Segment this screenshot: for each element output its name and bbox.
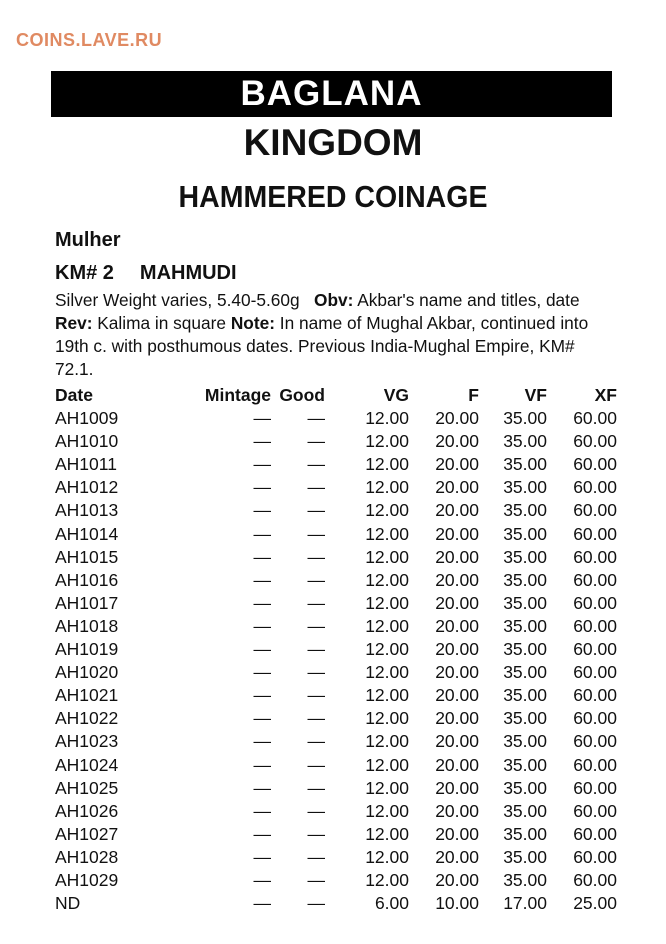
table-row (55, 430, 617, 453)
cell-good: — (307, 800, 325, 821)
cell-vg: 12.00 (365, 777, 409, 798)
cell-vf: 35.00 (503, 708, 547, 729)
cell-vf: 35.00 (503, 639, 547, 660)
cell-vf: 35.00 (503, 546, 547, 567)
cell-date: AH1016 (55, 569, 119, 590)
cell-vg: 12.00 (365, 823, 409, 844)
cell-mintage: — (253, 454, 271, 475)
cell-mintage: — (253, 846, 271, 867)
cell-mintage: — (253, 546, 271, 567)
cell-vg: 12.00 (365, 731, 409, 752)
cell-xf: 60.00 (573, 846, 617, 867)
table-row (55, 777, 617, 800)
cell-good: — (307, 615, 325, 636)
cell-date: AH1012 (55, 477, 119, 498)
table-row (55, 523, 617, 546)
cell-mintage: — (253, 869, 271, 890)
header-xf: XF (594, 385, 617, 405)
cell-vg: 12.00 (365, 615, 409, 636)
cell-xf: 60.00 (573, 869, 617, 890)
cell-vf: 35.00 (503, 431, 547, 452)
cell-vf: 35.00 (503, 754, 547, 775)
cell-f: 20.00 (435, 569, 479, 590)
cell-vg: 6.00 (374, 893, 409, 914)
cell-vf: 35.00 (503, 615, 547, 636)
country-banner: BAGLANA (51, 71, 612, 117)
cell-xf: 60.00 (573, 523, 617, 544)
cell-good: — (307, 893, 325, 914)
table-row (55, 661, 617, 684)
table-header-row (55, 384, 617, 407)
table-row (55, 592, 617, 615)
cell-vg: 12.00 (365, 546, 409, 567)
km-number: KM# 2 (55, 262, 114, 284)
rev-text: Kalima in square (97, 313, 226, 333)
cell-good: — (307, 846, 325, 867)
cell-vf: 35.00 (503, 777, 547, 798)
cell-date: AH1021 (55, 685, 119, 706)
cell-good: — (307, 662, 325, 683)
cell-mintage: — (253, 569, 271, 590)
cell-date: AH1020 (55, 662, 119, 683)
rev-label: Rev: (55, 313, 93, 333)
cell-vg: 12.00 (365, 454, 409, 475)
cell-good: — (307, 685, 325, 706)
cell-vg: 12.00 (365, 662, 409, 683)
cell-mintage: — (253, 708, 271, 729)
cell-date: AH1017 (55, 592, 119, 613)
cell-xf: 60.00 (573, 800, 617, 821)
cell-f: 20.00 (435, 708, 479, 729)
cell-vf: 35.00 (503, 569, 547, 590)
obv-text: Akbar's name and titles, date (357, 290, 580, 310)
cell-good: — (307, 569, 325, 590)
cell-good: — (307, 708, 325, 729)
obv-label: Obv: (314, 290, 354, 310)
cell-good: — (307, 592, 325, 613)
cell-vg: 12.00 (365, 754, 409, 775)
header-date: Date (55, 385, 93, 405)
cell-mintage: — (253, 754, 271, 775)
cell-xf: 60.00 (573, 408, 617, 429)
cell-good: — (307, 777, 325, 798)
cell-vg: 12.00 (365, 569, 409, 590)
cell-mintage: — (253, 615, 271, 636)
cell-date: ND (55, 893, 81, 914)
cell-mintage: — (253, 500, 271, 521)
cell-f: 20.00 (435, 523, 479, 544)
cell-mintage: — (253, 523, 271, 544)
cell-vf: 35.00 (503, 500, 547, 521)
cell-f: 20.00 (435, 754, 479, 775)
table-row (55, 684, 617, 707)
header-f: F (468, 385, 479, 405)
table-row (55, 499, 617, 522)
cell-xf: 60.00 (573, 754, 617, 775)
cell-xf: 60.00 (573, 477, 617, 498)
cell-vg: 12.00 (365, 800, 409, 821)
table-row (55, 800, 617, 823)
cell-f: 20.00 (435, 408, 479, 429)
cell-xf: 60.00 (573, 500, 617, 521)
table-row (55, 615, 617, 638)
cell-mintage: — (253, 477, 271, 498)
cell-date: AH1027 (55, 823, 119, 844)
cell-f: 20.00 (435, 431, 479, 452)
cell-vf: 35.00 (503, 477, 547, 498)
cell-f: 20.00 (435, 477, 479, 498)
header-mintage: Mintage (204, 385, 271, 405)
cell-xf: 60.00 (573, 823, 617, 844)
cell-f: 20.00 (435, 846, 479, 867)
cell-f: 20.00 (435, 662, 479, 683)
cell-xf: 60.00 (573, 708, 617, 729)
header-good: Good (279, 385, 325, 405)
cell-f: 20.00 (435, 800, 479, 821)
cell-vf: 35.00 (503, 731, 547, 752)
coin-description (55, 289, 615, 381)
coinage-heading: HAMMERED COINAGE (178, 179, 488, 214)
note-label: Note: (230, 313, 275, 333)
cell-f: 20.00 (435, 869, 479, 890)
header-vg: VG (383, 385, 409, 405)
cell-f: 20.00 (435, 685, 479, 706)
cell-f: 10.00 (435, 893, 479, 914)
cell-good: — (307, 546, 325, 567)
cell-xf: 60.00 (573, 662, 617, 683)
cell-vg: 12.00 (365, 500, 409, 521)
cell-good: — (307, 869, 325, 890)
table-row (55, 892, 617, 915)
cell-good: — (307, 523, 325, 544)
cell-xf: 60.00 (573, 731, 617, 752)
cell-f: 20.00 (435, 454, 479, 475)
price-table (55, 384, 617, 915)
cell-date: AH1011 (55, 454, 117, 475)
cell-vg: 12.00 (365, 431, 409, 452)
cell-mintage: — (253, 408, 271, 429)
kingdom-heading: KINGDOM (243, 122, 423, 163)
table-row (55, 707, 617, 730)
cell-mintage: — (253, 823, 271, 844)
note-text: In name of Mughal Akbar, continued into 19th c. with posthumous dates. Previous India-Mughal Empire, KM# 72.1. (55, 313, 589, 379)
cell-mintage: — (253, 685, 271, 706)
cell-vg: 12.00 (365, 523, 409, 544)
header-vf: VF (524, 385, 547, 405)
cell-date: AH1022 (55, 708, 119, 729)
cell-vf: 17.00 (503, 893, 547, 914)
cell-mintage: — (253, 731, 271, 752)
table-row (55, 407, 617, 430)
cell-vf: 35.00 (503, 454, 547, 475)
cell-vg: 12.00 (365, 846, 409, 867)
cell-vf: 35.00 (503, 408, 547, 429)
cell-date: AH1024 (55, 754, 119, 775)
cell-f: 20.00 (435, 639, 479, 660)
weight-text: Silver Weight varies, 5.40-5.60g (55, 290, 300, 310)
cell-f: 20.00 (435, 592, 479, 613)
cell-xf: 60.00 (573, 569, 617, 590)
cell-vg: 12.00 (365, 592, 409, 613)
cell-xf: 60.00 (573, 685, 617, 706)
cell-xf: 60.00 (573, 431, 617, 452)
cell-vf: 35.00 (503, 592, 547, 613)
cell-mintage: — (253, 893, 271, 914)
cell-vg: 12.00 (365, 708, 409, 729)
cell-date: AH1014 (55, 523, 119, 544)
cell-good: — (307, 431, 325, 452)
cell-date: AH1013 (55, 500, 119, 521)
cell-good: — (307, 477, 325, 498)
cell-vf: 35.00 (503, 869, 547, 890)
cell-good: — (307, 731, 325, 752)
cell-date: AH1010 (55, 431, 119, 452)
cell-vf: 35.00 (503, 823, 547, 844)
table-row (55, 476, 617, 499)
table-row (55, 846, 617, 869)
cell-mintage: — (253, 431, 271, 452)
cell-xf: 60.00 (573, 639, 617, 660)
table-row (55, 823, 617, 846)
cell-date: AH1026 (55, 800, 119, 821)
cell-mintage: — (253, 639, 271, 660)
cell-vg: 12.00 (365, 869, 409, 890)
cell-xf: 60.00 (573, 777, 617, 798)
cell-date: AH1009 (55, 408, 119, 429)
cell-vg: 12.00 (365, 685, 409, 706)
cell-vf: 35.00 (503, 662, 547, 683)
table-row (55, 546, 617, 569)
cell-date: AH1023 (55, 731, 119, 752)
cell-vf: 35.00 (503, 685, 547, 706)
coin-denomination: MAHMUDI (139, 262, 237, 284)
table-row (55, 754, 617, 777)
cell-good: — (307, 500, 325, 521)
cell-vf: 35.00 (503, 846, 547, 867)
table-row (55, 869, 617, 892)
cell-vf: 35.00 (503, 523, 547, 544)
cell-f: 20.00 (435, 546, 479, 567)
cell-f: 20.00 (435, 731, 479, 752)
cell-good: — (307, 454, 325, 475)
table-row (55, 453, 617, 476)
cell-f: 20.00 (435, 823, 479, 844)
cell-vg: 12.00 (365, 639, 409, 660)
cell-xf: 60.00 (573, 615, 617, 636)
cell-mintage: — (253, 662, 271, 683)
cell-f: 20.00 (435, 500, 479, 521)
cell-date: AH1019 (55, 639, 119, 660)
cell-mintage: — (253, 800, 271, 821)
cell-good: — (307, 639, 325, 660)
cell-xf: 60.00 (573, 454, 617, 475)
watermark: COINS.LAVE.RU (16, 30, 163, 50)
cell-good: — (307, 408, 325, 429)
cell-f: 20.00 (435, 777, 479, 798)
cell-vg: 12.00 (365, 477, 409, 498)
cell-good: — (307, 823, 325, 844)
cell-f: 20.00 (435, 615, 479, 636)
cell-xf: 60.00 (573, 546, 617, 567)
cell-date: AH1025 (55, 777, 119, 798)
table-row (55, 569, 617, 592)
cell-date: AH1029 (55, 869, 119, 890)
cell-vg: 12.00 (365, 408, 409, 429)
coin-heading (55, 262, 237, 285)
cell-good: — (307, 754, 325, 775)
mint-name: Mulher (55, 229, 121, 251)
table-row (55, 730, 617, 753)
cell-xf: 25.00 (573, 893, 617, 914)
cell-mintage: — (253, 592, 271, 613)
table-row (55, 638, 617, 661)
cell-mintage: — (253, 777, 271, 798)
cell-xf: 60.00 (573, 592, 617, 613)
cell-date: AH1015 (55, 546, 119, 567)
cell-vf: 35.00 (503, 800, 547, 821)
cell-date: AH1018 (55, 615, 119, 636)
cell-date: AH1028 (55, 846, 119, 867)
